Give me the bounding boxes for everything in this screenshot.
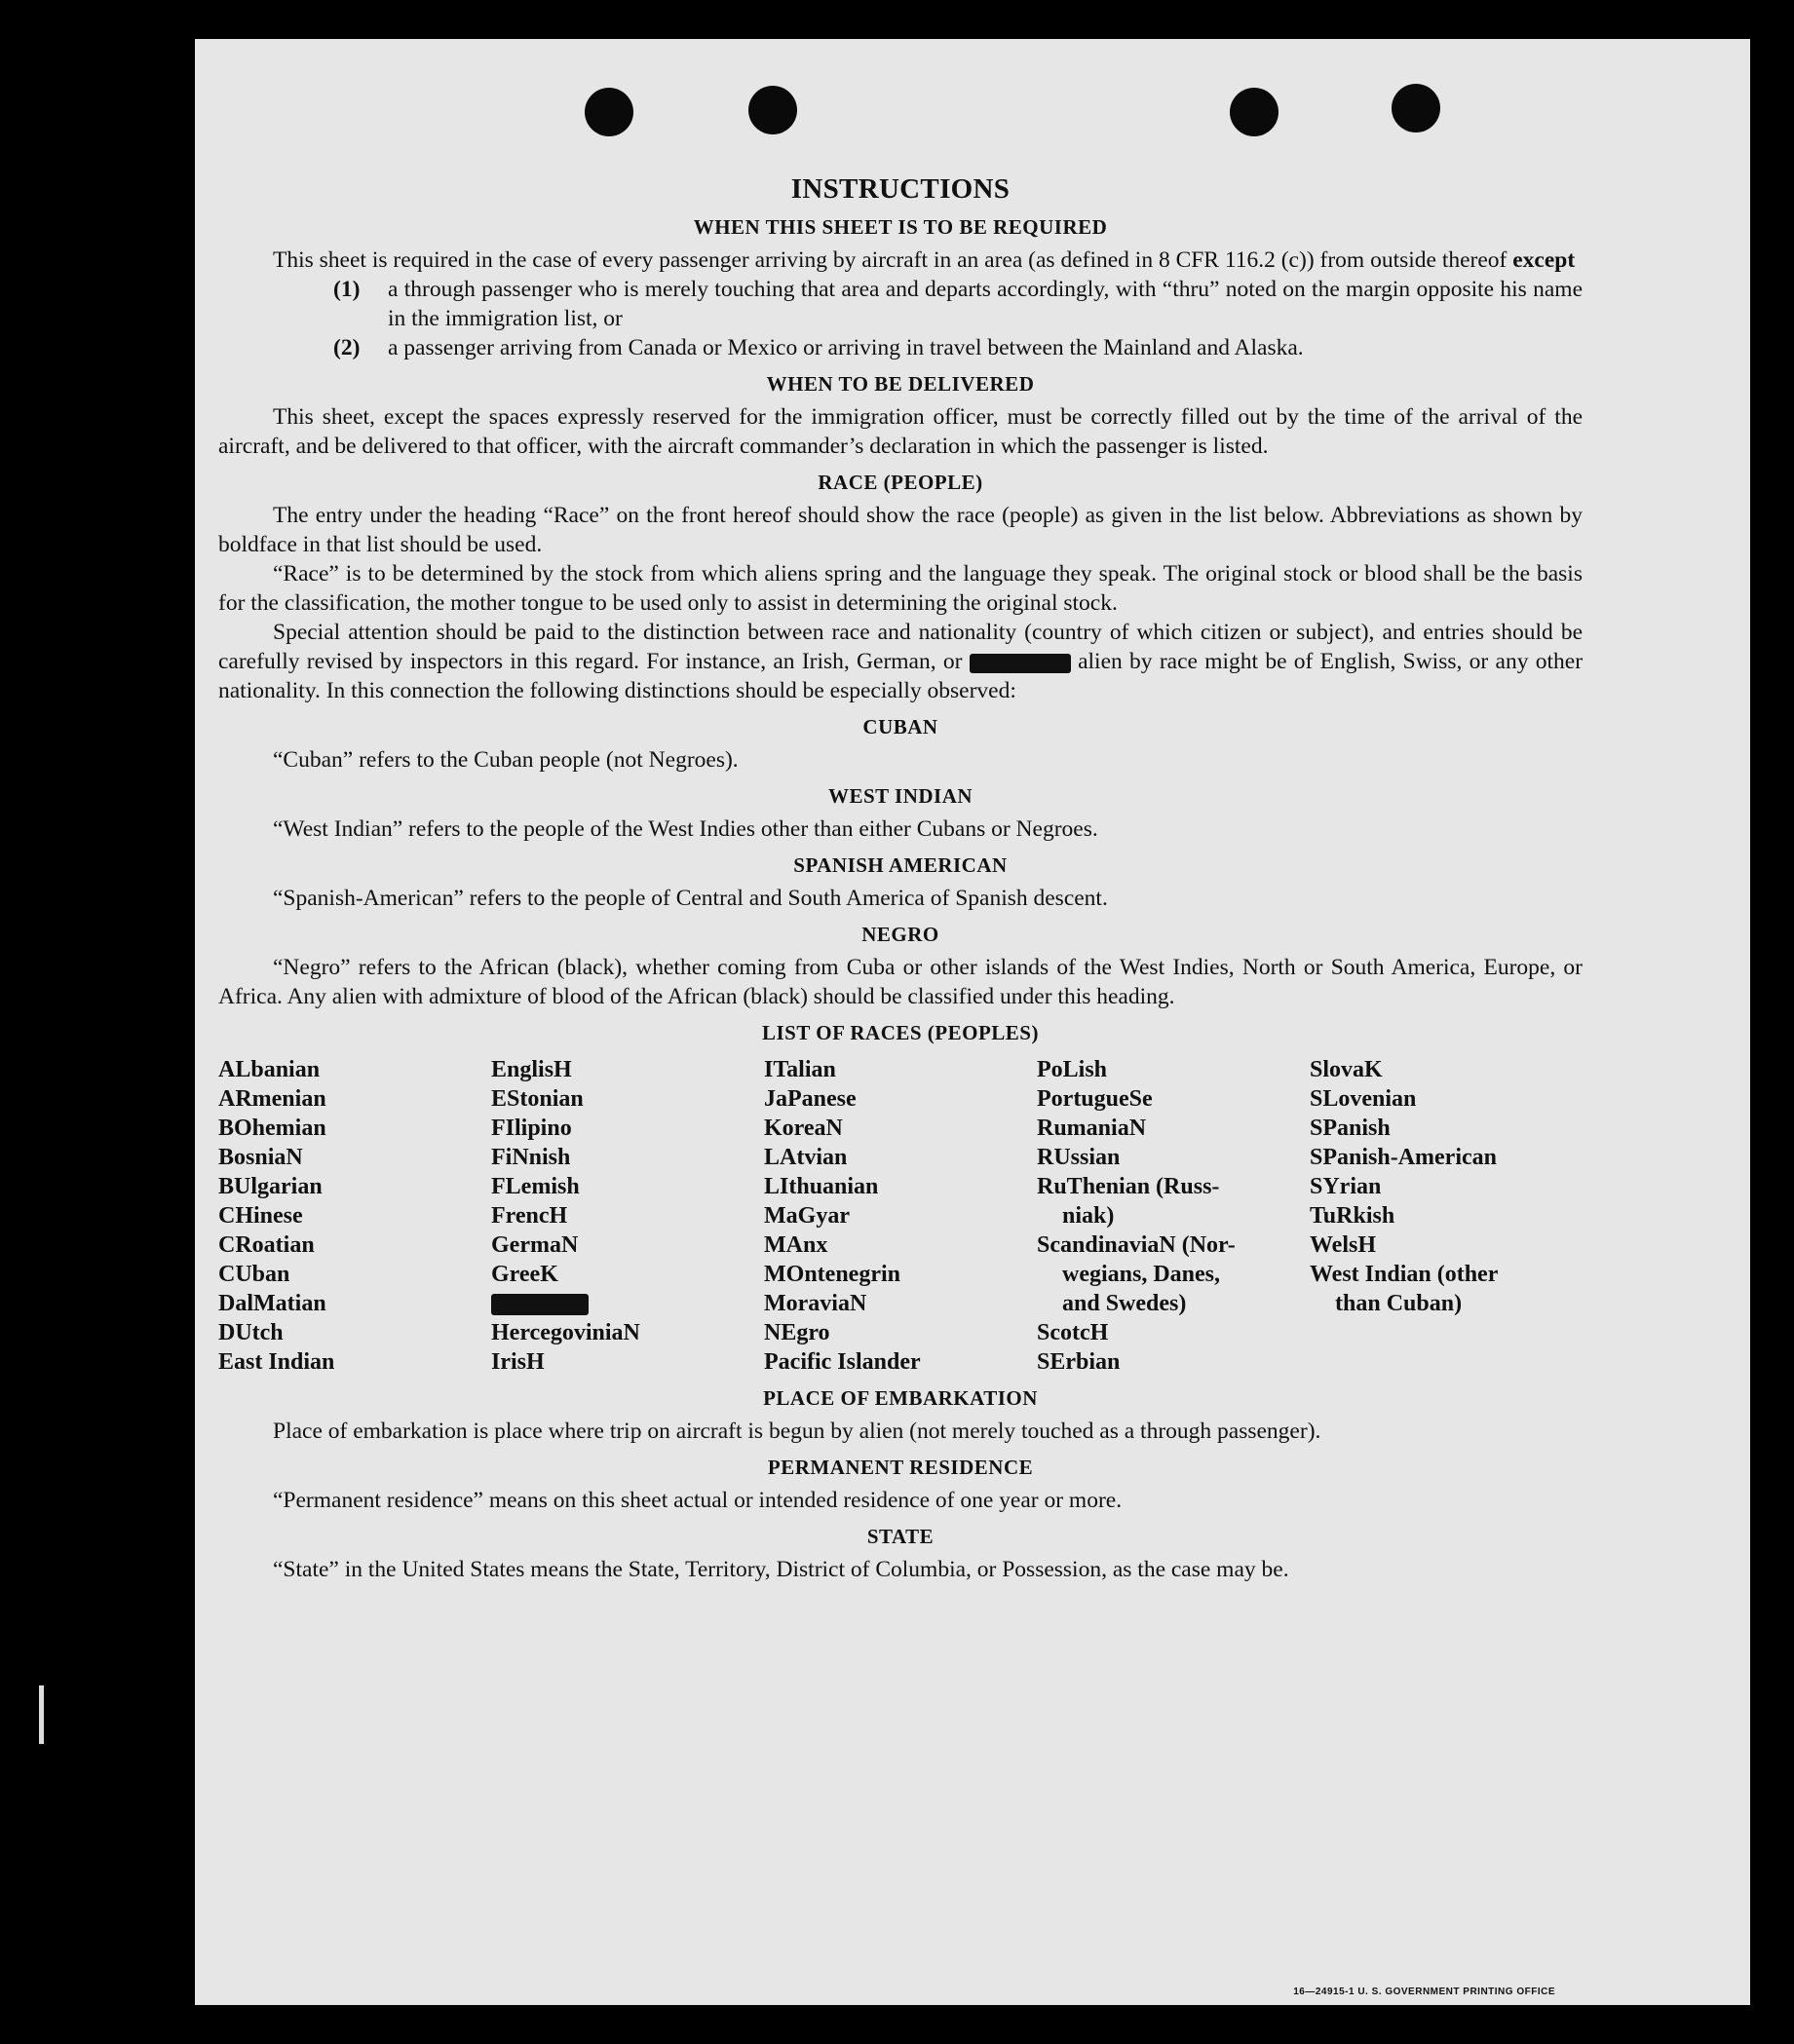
race-paragraph-3a: Special attention should be paid to the distinction between race and nationality (country of which citizen or subject), and entries should be carefully revised by inspectors in this regard. For instance, an Irish, German, or (218, 620, 1583, 674)
when-delivered-heading: WHEN TO BE DELIVERED (766, 372, 1035, 396)
race-item: DalMatian (218, 1291, 326, 1316)
race-item: DUtch (218, 1320, 284, 1345)
race-item: HercegoviniaN (491, 1320, 640, 1345)
race-item: RUssian (1037, 1145, 1121, 1170)
race-item: SPanish (1310, 1116, 1391, 1141)
race-item: LAtvian (764, 1145, 848, 1170)
race-item: West Indian (other (1310, 1262, 1499, 1287)
printing-office-code: 16—24915-1 U. S. GOVERNMENT PRINTING OFFICE (1293, 1987, 1555, 1997)
race-column-1 (218, 1055, 491, 1377)
race-item: MaGyar (764, 1203, 850, 1229)
race-item: SLovenian (1310, 1086, 1417, 1112)
race-item: BUlgarian (218, 1174, 323, 1199)
race-item: BosniaN (218, 1145, 303, 1170)
race-item: FrencH (491, 1203, 568, 1229)
spanish-american-heading: SPANISH AMERICAN (793, 853, 1008, 877)
race-item: IrisH (491, 1349, 545, 1375)
race-item-continued: niak) (1062, 1203, 1115, 1229)
race-item: CHinese (218, 1203, 303, 1229)
race-item: SPanish-American (1310, 1145, 1497, 1170)
race-paragraph-1: The entry under the heading “Race” on the front hereof should show the race (people) as given in the list below. Abbreviations as shown by boldface in that list should be used. (218, 503, 1583, 557)
redaction-mark (970, 654, 1071, 673)
exception-item-2 (333, 333, 1583, 362)
race-item: ITalian (764, 1057, 836, 1082)
race-item: SYrian (1310, 1174, 1382, 1199)
race-item: KoreaN (764, 1116, 843, 1141)
race-item: MAnx (764, 1232, 828, 1258)
embarkation-heading: PLACE OF EMBARKATION (763, 1386, 1038, 1410)
race-item: MoraviaN (764, 1291, 867, 1316)
race-item: ScotcH (1037, 1320, 1109, 1345)
race-item: EStonian (491, 1086, 584, 1112)
when-required-intro: This sheet is required in the case of every passenger arriving by aircraft in an area (as defined in 8 CFR 116.2 (c)) from outside thereof (273, 247, 1513, 273)
race-item: East Indian (218, 1349, 335, 1375)
race-item: PoLish (1037, 1057, 1108, 1082)
redaction-mark (491, 1294, 589, 1315)
except-word: except (1512, 247, 1576, 273)
race-item: ALbanian (218, 1057, 321, 1082)
punch-hole (1230, 88, 1279, 136)
race-item: EnglisH (491, 1057, 572, 1082)
race-item: Pacific Islander (764, 1349, 921, 1375)
race-item: FiNnish (491, 1145, 571, 1170)
race-item: TuRkish (1310, 1203, 1395, 1229)
item-text: a through passenger who is merely touching that area and departs accordingly, with “thru” noted on the margin opposite his name in the immigration list, or (388, 277, 1583, 331)
race-column-2 (491, 1055, 764, 1377)
item-text: a passenger arriving from Canada or Mexico or arriving in travel between the Mainland and Alaska. (388, 335, 1304, 360)
exception-item-1 (333, 275, 1583, 333)
when-required-heading: WHEN THIS SHEET IS TO BE REQUIRED (693, 215, 1108, 239)
race-item-continued: and Swedes) (1062, 1291, 1187, 1316)
race-item: BOhemian (218, 1116, 326, 1141)
race-item: RumaniaN (1037, 1116, 1147, 1141)
race-column-3 (764, 1055, 1037, 1377)
race-item: MOntenegrin (764, 1262, 900, 1287)
state-text: “State” in the United States means the State, Territory, District of Columbia, or Possession, as the case may be. (273, 1557, 1289, 1582)
west-indian-text: “West Indian” refers to the people of the West Indies other than either Cubans or Negroes. (273, 816, 1098, 842)
race-item-continued: than Cuban) (1335, 1291, 1463, 1316)
race-item-continued: wegians, Danes, (1062, 1262, 1221, 1287)
when-delivered-text: This sheet, except the spaces expressly reserved for the immigration officer, must be correctly filled out by the time of the arrival of the aircraft, and be delivered to that officer, with the aircraft commander’s declaration in which the passenger is listed. (218, 404, 1583, 459)
item-number: (1) (333, 277, 361, 302)
west-indian-heading: WEST INDIAN (827, 784, 973, 808)
when-required-text (218, 246, 1583, 275)
page-title: INSTRUCTIONS (790, 173, 1011, 205)
race-item: CUban (218, 1262, 290, 1287)
residence-heading: PERMANENT RESIDENCE (767, 1456, 1034, 1479)
residence-text: “Permanent residence” means on this sheet actual or intended residence of one year or more. (273, 1488, 1123, 1513)
race-item: SErbian (1037, 1349, 1121, 1375)
punch-hole (1392, 84, 1440, 132)
race-item-redacted (491, 1289, 764, 1318)
race-item: ARmenian (218, 1086, 326, 1112)
state-heading: STATE (866, 1525, 935, 1548)
race-item: JaPanese (764, 1086, 857, 1112)
race-item: PortugueSe (1037, 1086, 1153, 1112)
race-item: GermaN (491, 1232, 579, 1258)
item-number: (2) (333, 335, 361, 360)
race-item: FIlipino (491, 1116, 572, 1141)
race-item: CRoatian (218, 1232, 315, 1258)
race-item: RuThenian (Russ- (1037, 1174, 1220, 1199)
cuban-heading: CUBAN (862, 715, 938, 738)
race-column-4 (1037, 1055, 1310, 1377)
race-item: SlovaK (1310, 1057, 1383, 1082)
race-column-5 (1310, 1055, 1583, 1377)
margin-mark (39, 1685, 44, 1744)
race-item: NEgro (764, 1320, 830, 1345)
instructions-body (218, 166, 1583, 1584)
punch-hole (748, 86, 797, 134)
race-item: WelsH (1310, 1232, 1377, 1258)
cuban-text: “Cuban” refers to the Cuban people (not Negroes). (273, 747, 739, 773)
race-paragraph-3b: alien by race might be of English, Swiss, or any other nationality. In this connection the following distinctions should be especially observed: (218, 649, 1584, 703)
list-of-races-heading: LIST OF RACES (PEOPLES) (762, 1021, 1039, 1044)
punch-hole (585, 88, 633, 136)
race-item: GreeK (491, 1262, 558, 1287)
race-item: ScandinaviaN (Nor- (1037, 1232, 1236, 1258)
negro-heading: NEGRO (861, 923, 939, 946)
embarkation-text: Place of embarkation is place where trip on aircraft is begun by alien (not merely touched as a through passenger). (273, 1419, 1321, 1444)
race-list (218, 1055, 1583, 1377)
race-item: FLemish (491, 1174, 580, 1199)
race-paragraph-3 (218, 618, 1583, 705)
race-paragraph-2: “Race” is to be determined by the stock from which aliens spring and the language they speak. The original stock or blood shall be the basis for the classification, the mother tongue to be used only to assist in determining the original stock. (218, 561, 1583, 616)
race-heading: RACE (PEOPLE) (818, 471, 983, 494)
race-item: LIthuanian (764, 1174, 879, 1199)
spanish-american-text: “Spanish-American” refers to the people of Central and South America of Spanish descent. (273, 886, 1108, 911)
negro-text: “Negro” refers to the African (black), whether coming from Cuba or other islands of the West Indies, North or South America, Europe, or Africa. Any alien with admixture of blood of the African (black) should be classified under this heading. (218, 955, 1583, 1009)
